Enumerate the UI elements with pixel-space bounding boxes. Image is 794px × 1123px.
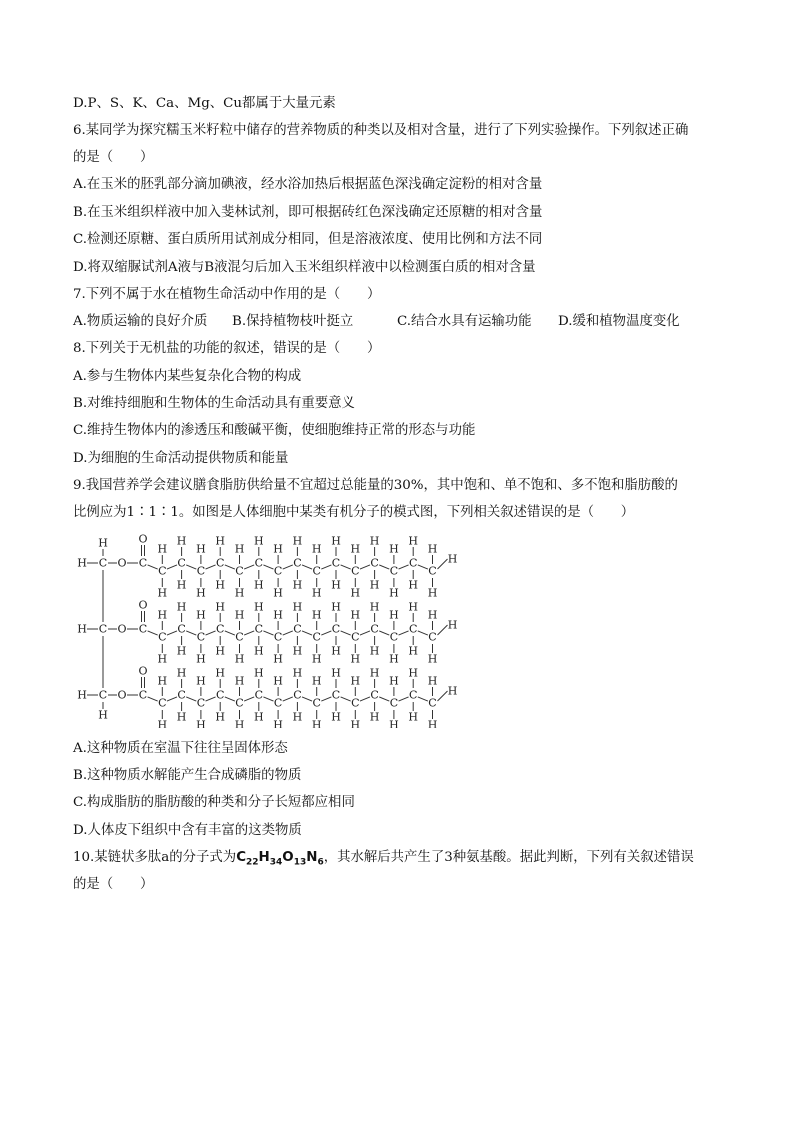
chain-terminal-h: H — [447, 618, 458, 632]
bond-line — [244, 565, 254, 569]
carbonyl-c: C — [138, 622, 148, 636]
chain-c: C — [331, 688, 341, 702]
q9-stem-line2: 比例应为1∶1∶1。如图是人体细胞中某类有机分子的模式图，下列相关叙述错误的是（ ） — [73, 505, 635, 520]
q7-option-b: B.保持植物枝叶挺立 — [232, 314, 354, 329]
chain-c: C — [293, 688, 302, 702]
chain-h-top: H — [350, 542, 361, 556]
chain-h-top: H — [234, 608, 245, 622]
bond-line — [438, 625, 448, 635]
chain-c: C — [196, 630, 206, 644]
chain-c: C — [370, 622, 379, 636]
bond-line — [321, 565, 331, 569]
bond-line — [225, 631, 235, 635]
bond-line — [206, 697, 216, 701]
chain-h-top: H — [215, 666, 225, 680]
q8-option-c: C.维持生物体内的渗透压和酸碱平衡，使细胞维持正常的形态与功能 — [73, 423, 476, 438]
chain-c: C — [158, 564, 167, 578]
carbonyl-o: O — [138, 664, 148, 678]
bond-line — [148, 565, 158, 569]
chain-terminal-h: H — [447, 684, 458, 698]
chain-h-bottom: H — [196, 586, 206, 600]
chain-c: C — [408, 622, 418, 636]
chain-h-top: H — [196, 608, 206, 622]
chain-h-top: H — [369, 600, 380, 614]
chain-c: C — [331, 622, 341, 636]
chain-h-bottom: H — [254, 578, 264, 592]
chain-h-top: H — [273, 542, 283, 556]
chain-c: C — [293, 622, 302, 636]
chain-h-bottom: H — [292, 710, 303, 724]
chain-h-bottom: H — [350, 718, 361, 728]
bond-line — [148, 631, 158, 635]
chain-c: C — [408, 556, 418, 570]
q7-stem: 7.下列不属于水在植物生命活动中作用的是（ ） — [73, 287, 381, 302]
chain-h-bottom: H — [176, 578, 187, 592]
bond-line — [244, 697, 254, 701]
q8-stem: 8.下列关于无机盐的功能的叙述，错误的是（ ） — [73, 341, 381, 356]
q6-stem-line2: 的是（ ） — [73, 150, 154, 165]
q5-option-d: D.P、S、K、Ca、Mg、Cu都属于大量元素 — [73, 96, 336, 111]
ester-o: O — [117, 556, 127, 570]
chain-h-bottom: H — [234, 652, 245, 666]
q7-option-a: A.物质运输的良好介质 — [73, 314, 208, 329]
chain-h-top: H — [350, 608, 361, 622]
chain-c: C — [389, 564, 399, 578]
chain-h-bottom: H — [311, 718, 322, 728]
triglyceride-structure-diagram — [70, 532, 470, 728]
chain-h-top: H — [157, 542, 168, 556]
chain-c: C — [389, 630, 399, 644]
chain-h-bottom: H — [427, 586, 438, 600]
q9-option-d: D.人体皮下组织中含有丰富的这类物质 — [73, 823, 302, 838]
chain-h-bottom: H — [157, 586, 168, 600]
chain-h-bottom: H — [427, 652, 438, 666]
chain-h-top: H — [292, 600, 303, 614]
chain-h-top: H — [350, 674, 361, 688]
chain-h-top: H — [273, 674, 283, 688]
bond-line — [263, 697, 273, 701]
chain-c: C — [293, 556, 302, 570]
chain-h-top: H — [427, 674, 438, 688]
q9-stem-line1: 9.我国营养学会建议膳食脂肪供给量不宜超过总能量的30%，其中饱和、单不饱和、多不饱和脂肪酸的 — [73, 478, 678, 493]
glycerol-bottom-h: H — [98, 708, 108, 722]
chain-c: C — [370, 556, 379, 570]
bond-line — [418, 697, 428, 701]
q10-stem-suffix: ，其水解后共产生了3种氨基酸。据此判断，下列有关叙述错误 — [323, 850, 694, 865]
chain-h-bottom: H — [292, 644, 303, 658]
chain-h-top: H — [311, 608, 322, 622]
bond-line — [418, 631, 428, 635]
bond-line — [244, 631, 254, 635]
chain-h-top: H — [369, 534, 380, 548]
chain-h-bottom: H — [331, 578, 341, 592]
chain-c: C — [254, 556, 264, 570]
chain-h-top: H — [331, 666, 341, 680]
q7-option-c: C.结合水具有运输功能 — [397, 314, 532, 329]
chain-h-bottom: H — [176, 644, 187, 658]
bond-line — [167, 697, 177, 701]
chain-h-bottom: H — [234, 586, 245, 600]
chain-h-top: H — [215, 600, 225, 614]
chain-h-top: H — [408, 666, 418, 680]
bond-line — [206, 631, 216, 635]
q8-option-b: B.对维持细胞和生物体的生命活动具有重要意义 — [73, 396, 355, 411]
chain-h-top: H — [389, 674, 399, 688]
chain-c: C — [196, 696, 206, 710]
chain-h-top: H — [292, 534, 303, 548]
chain-h-top: H — [176, 666, 187, 680]
chain-c: C — [177, 556, 186, 570]
chain-c: C — [235, 564, 244, 578]
chain-h-top: H — [427, 608, 438, 622]
chain-h-bottom: H — [196, 718, 206, 728]
chain-h-bottom: H — [234, 718, 245, 728]
bond-line — [360, 565, 370, 569]
glycerol-h: H — [77, 556, 87, 570]
chain-h-bottom: H — [350, 652, 361, 666]
chain-h-bottom: H — [408, 644, 418, 658]
bond-line — [225, 697, 235, 701]
chain-h-bottom: H — [389, 586, 399, 600]
chain-h-bottom: H — [331, 710, 341, 724]
chain-h-top: H — [331, 534, 341, 548]
bond-line — [302, 565, 312, 569]
chain-h-top: H — [157, 608, 168, 622]
bond-line — [167, 565, 177, 569]
bond-line — [438, 559, 448, 569]
chain-h-top: H — [157, 674, 168, 688]
q9-option-a: A.这种物质在室温下往往呈固体形态 — [73, 741, 288, 756]
chain-h-bottom: H — [215, 644, 225, 658]
chain-c: C — [273, 696, 283, 710]
chain-h-top: H — [176, 534, 187, 548]
chain-h-top: H — [254, 534, 264, 548]
chain-h-top: H — [273, 608, 283, 622]
chain-h-top: H — [311, 542, 322, 556]
bond-line — [418, 565, 428, 569]
chain-h-top: H — [427, 542, 438, 556]
chain-h-bottom: H — [254, 644, 264, 658]
chain-c: C — [177, 688, 186, 702]
bond-line — [283, 565, 293, 569]
chain-h-bottom: H — [331, 644, 341, 658]
q6-option-d: D.将双缩脲试剂A液与B液混匀后加入玉米组织样液中以检测蛋白质的相对含量 — [73, 260, 536, 275]
bond-line — [148, 697, 158, 701]
chain-h-bottom: H — [369, 644, 380, 658]
q6-option-c: C.检测还原糖、蛋白质所用试剂成分相同，但是溶液浓度、使用比例和方法不同 — [73, 232, 543, 247]
chain-h-bottom: H — [157, 652, 168, 666]
carbonyl-o: O — [138, 598, 148, 612]
chain-h-top: H — [389, 608, 399, 622]
chain-h-top: H — [408, 534, 418, 548]
bond-line — [186, 565, 196, 569]
chain-h-bottom: H — [408, 710, 418, 724]
chain-h-bottom: H — [311, 652, 322, 666]
chain-terminal-h: H — [447, 552, 458, 566]
bond-line — [186, 631, 196, 635]
glycerol-c: C — [98, 556, 108, 570]
chain-h-bottom: H — [215, 710, 225, 724]
chain-h-bottom: H — [254, 710, 264, 724]
bond-line — [302, 631, 312, 635]
bond-line — [341, 697, 351, 701]
chain-h-top: H — [292, 666, 303, 680]
chain-c: C — [351, 696, 360, 710]
bond-line — [283, 631, 293, 635]
ester-o: O — [117, 622, 127, 636]
chain-h-top: H — [234, 542, 245, 556]
chain-h-top: H — [389, 542, 399, 556]
q7-option-d: D.缓和植物温度变化 — [558, 314, 680, 329]
chain-c: C — [177, 622, 186, 636]
q8-option-d: D.为细胞的生命活动提供物质和能量 — [73, 451, 289, 466]
chain-h-top: H — [215, 534, 225, 548]
bond-line — [341, 565, 351, 569]
q9-option-c: C.构成脂肪的脂肪酸的种类和分子长短都应相同 — [73, 795, 355, 810]
chain-c: C — [235, 696, 244, 710]
chain-c: C — [158, 696, 167, 710]
bond-line — [360, 631, 370, 635]
chain-h-bottom: H — [350, 586, 361, 600]
bond-line — [438, 691, 448, 701]
q10-stem-line1 — [73, 849, 694, 872]
chain-c: C — [389, 696, 399, 710]
chain-c: C — [331, 556, 341, 570]
bond-line — [321, 631, 331, 635]
q8-option-a: A.参与生物体内某些复杂化合物的构成 — [73, 369, 302, 384]
q9-option-b: B.这种物质水解能产生合成磷脂的物质 — [73, 768, 302, 783]
bond-line — [379, 631, 389, 635]
chain-h-top: H — [196, 674, 206, 688]
chain-c: C — [215, 622, 225, 636]
chain-c: C — [370, 688, 379, 702]
q10-stem-line2: 的是（ ） — [73, 877, 154, 892]
bond-line — [379, 565, 389, 569]
bond-line — [360, 697, 370, 701]
bond-line — [379, 697, 389, 701]
bond-line — [263, 631, 273, 635]
q6-option-a: A.在玉米的胚乳部分滴加碘液，经水浴加热后根据蓝色深浅确定淀粉的相对含量 — [73, 177, 543, 192]
q10-stem-prefix: 10.某链状多肽a的分子式为 — [73, 850, 237, 865]
chain-h-bottom: H — [369, 578, 380, 592]
chain-h-bottom: H — [273, 586, 283, 600]
glycerol-h: H — [77, 622, 87, 636]
chain-h-top: H — [234, 674, 245, 688]
chain-c: C — [235, 630, 244, 644]
glycerol-c: C — [98, 622, 108, 636]
chain-c: C — [312, 564, 321, 578]
chain-c: C — [351, 564, 360, 578]
chain-h-top: H — [408, 600, 418, 614]
bond-line — [167, 631, 177, 635]
chain-c: C — [312, 630, 321, 644]
chain-c: C — [428, 696, 437, 710]
chain-h-bottom: H — [408, 578, 418, 592]
chain-h-bottom: H — [311, 586, 322, 600]
bond-line — [225, 565, 235, 569]
chain-h-top: H — [311, 674, 322, 688]
ester-o: O — [117, 688, 127, 702]
chain-h-bottom: H — [196, 652, 206, 666]
chain-h-bottom: H — [157, 718, 168, 728]
chain-c: C — [428, 630, 437, 644]
chain-c: C — [428, 564, 437, 578]
bond-line — [302, 697, 312, 701]
chain-h-bottom: H — [389, 652, 399, 666]
glycerol-c: C — [98, 688, 108, 702]
chain-h-bottom: H — [389, 718, 399, 728]
chain-h-bottom: H — [176, 710, 187, 724]
chain-c: C — [215, 556, 225, 570]
bond-line — [206, 565, 216, 569]
bond-line — [263, 565, 273, 569]
chain-c: C — [273, 564, 283, 578]
q10-molecular-formula: $C_{22}H_{34}O_{13}N_6$ — [236, 850, 324, 868]
chain-h-bottom: H — [273, 652, 283, 666]
chain-c: C — [351, 630, 360, 644]
chain-h-top: H — [254, 666, 264, 680]
bond-line — [186, 697, 196, 701]
bond-line — [399, 697, 409, 701]
glycerol-top-h: H — [98, 536, 108, 550]
chain-h-bottom: H — [369, 710, 380, 724]
bond-line — [283, 697, 293, 701]
glycerol-h: H — [77, 688, 87, 702]
chain-c: C — [215, 688, 225, 702]
chain-h-bottom: H — [273, 718, 283, 728]
chain-h-bottom: H — [292, 578, 303, 592]
bond-line — [399, 565, 409, 569]
q6-option-b: B.在玉米组织样液中加入斐林试剂，即可根据砖红色深浅确定还原糖的相对含量 — [73, 205, 543, 220]
chain-h-bottom: H — [427, 718, 438, 728]
chain-h-bottom: H — [215, 578, 225, 592]
chain-c: C — [196, 564, 206, 578]
chain-h-top: H — [331, 600, 341, 614]
chain-h-top: H — [369, 666, 380, 680]
chain-h-top: H — [254, 600, 264, 614]
bond-line — [321, 697, 331, 701]
chain-c: C — [254, 622, 264, 636]
chain-c: C — [273, 630, 283, 644]
carbonyl-c: C — [138, 688, 148, 702]
chain-c: C — [312, 696, 321, 710]
chain-c: C — [408, 688, 418, 702]
carbonyl-c: C — [138, 556, 148, 570]
chain-c: C — [158, 630, 167, 644]
bond-line — [399, 631, 409, 635]
chain-h-top: H — [176, 600, 187, 614]
chain-h-top: H — [196, 542, 206, 556]
carbonyl-o: O — [138, 532, 148, 546]
bond-line — [341, 631, 351, 635]
chain-c: C — [254, 688, 264, 702]
q6-stem-line1: 6.某同学为探究糯玉米籽粒中储存的营养物质的种类以及相对含量，进行了下列实验操作。下列叙述正确 — [73, 123, 689, 138]
